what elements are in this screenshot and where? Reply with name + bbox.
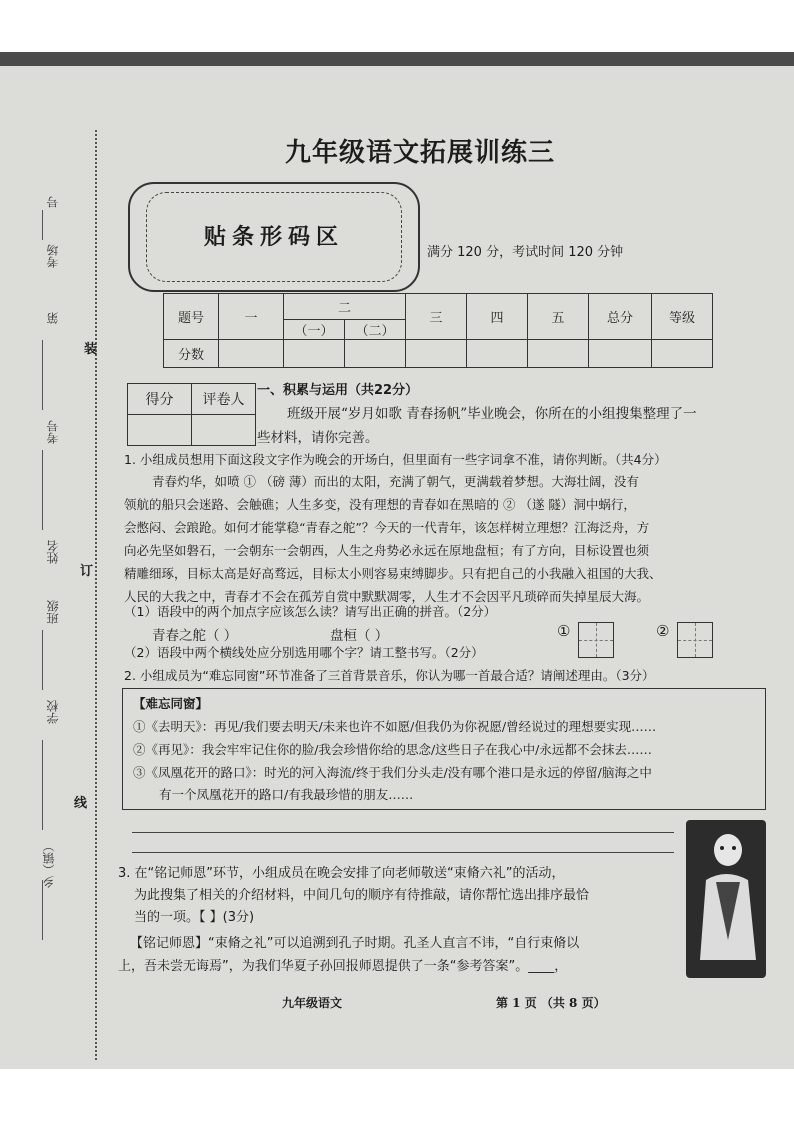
section-heading: 一、积累与运用（共22分） [257, 383, 419, 398]
score-table-col-total: 总分 [589, 294, 652, 340]
binding-blank [42, 210, 43, 240]
q1-passage-line: 向必先坚如磐石，一会朝东一会朝西，人生之舟势必永远在原地盘桓；有了方向，目标设置也须 [124, 543, 650, 558]
q1-writing-grid-2[interactable] [677, 622, 713, 658]
q1-sub2: （2）语段中两个横线处应分别选用哪个字？请工整书写。（2分） [124, 645, 484, 660]
score-cell[interactable] [589, 340, 652, 368]
full-score-note: 满分 120 分，考试时间 120 分钟 [427, 245, 624, 260]
binding-cut-line [95, 130, 97, 1060]
q2-song-2: ②《再见》：我会牢牢记住你的脸/我会珍惜你给的思念/这些日子在我心中/永远都不会抹去…… [133, 742, 652, 757]
q1-writing-grid-1[interactable] [578, 622, 614, 658]
score-cell[interactable] [652, 340, 713, 368]
q3-line: 为此搜集了相关的介绍材料，中间几句的顺序有待推敲，请你帮忙选出排序最恰 [134, 888, 590, 903]
q2-box-title: 【难忘同窗】 [133, 696, 209, 711]
binding-school-label: 学校 [46, 700, 60, 724]
binding-blank [42, 880, 43, 940]
score-table-col-grade: 等级 [652, 294, 713, 340]
binding-blank [42, 630, 43, 690]
q1-stem: 1. 小组成员想用下面这段文字作为晚会的开场白，但里面有一些字词拿不准，请你判断。（共4分） [124, 452, 667, 467]
q1-passage-line: 会憋闷、会踉跄。如何才能掌稳“青春之舵”？今天的一代青年，该怎样树立理想？江海泛舟，方 [124, 520, 650, 535]
grader-box [127, 383, 256, 446]
q3-line: 当的一项。【 】(3分) [134, 910, 255, 925]
q1-passage-line: 青春灼华，如喷 ① （磅 薄）而出的太阳，充满了朝气，更满载着梦想。大海壮阔，没有 [152, 474, 639, 489]
binding-name-label: 姓名 [46, 540, 60, 564]
binding-number-label: 号 [46, 196, 60, 208]
barcode-area [128, 182, 420, 292]
score-table-header-label: 题号 [164, 294, 219, 340]
grader-score-label: 得分 [128, 384, 192, 415]
binding-seat-label: 第 [46, 312, 60, 324]
binding-exam-room-label: 考场 [46, 244, 60, 268]
score-table-col-5: 五 [528, 294, 589, 340]
score-table-col-4: 四 [467, 294, 528, 340]
section-intro-line: 些材料，请你完善。 [257, 430, 379, 446]
grader-name-cell[interactable] [192, 415, 256, 446]
binding-blank [42, 340, 43, 410]
score-cell[interactable] [284, 340, 345, 368]
q1-sub1: （1）语段中的两个加点字应该怎么读？请写出正确的拼音。（2分） [124, 604, 497, 619]
score-cell[interactable] [345, 340, 406, 368]
q3-line: 【铭记师恩】“束脩之礼”可以追溯到孔子时期。孔圣人直言不讳，“自行束脩以 [130, 936, 580, 951]
binding-exam-no-label: 考号 [46, 420, 60, 444]
q1-grid-label-1: ① [557, 622, 571, 640]
q1-pinyin-blank-a[interactable]: 青春之舵（ ） [152, 628, 238, 644]
binding-blank [42, 740, 43, 830]
binding-blank [42, 450, 43, 530]
confucius-illustration [686, 820, 766, 978]
barcode-label: 贴条形码区 [203, 224, 344, 250]
footer-page-number: 第 1 页 （共 8 页） [496, 996, 606, 1010]
q2-song-box [122, 688, 766, 810]
q1-passage-line: 精雕细琢，目标太高是好高骛远，目标太小则容易束缚脚步。只有把自己的小我融入祖国的大我、 [124, 566, 662, 581]
score-cell[interactable] [528, 340, 589, 368]
score-table [163, 293, 713, 368]
exam-title: 九年级语文拓展训练三 [284, 138, 555, 168]
photo-top-edge [0, 52, 794, 66]
score-table-sub-1: （一） [284, 320, 345, 340]
q3-line: 3. 在“铭记师恩”环节，小组成员在晚会安排了向老师敬送“束脩六礼”的活动， [118, 866, 565, 881]
score-table-col-3: 三 [406, 294, 467, 340]
q2-answer-line[interactable] [132, 832, 674, 833]
score-table-col-2: 二 [284, 294, 406, 320]
grader-name-label: 评卷人 [192, 384, 256, 415]
cut-mark-ding: 订 [80, 564, 94, 579]
q2-answer-line[interactable] [132, 852, 674, 853]
q2-song-3-cont: 有一个凤凰花开的路口/有我最珍惜的朋友…… [159, 787, 414, 802]
grader-score-cell[interactable] [128, 415, 192, 446]
q1-passage-line: 人民的大我之中，青春才不会在孤芳自赏中默默凋零，人生才不会因平凡琐碎而失掉星辰大海。 [124, 589, 650, 604]
score-table-row-label: 分数 [164, 340, 219, 368]
q1-grid-label-2: ② [656, 622, 670, 640]
cut-mark-xian: 线 [74, 796, 88, 811]
q3-line: 上，吾未尝无诲焉”，为我们华夏子孙回报师恩提供了一条“参考答案”。____， [118, 959, 568, 974]
q1-pinyin-blank-b[interactable]: 盘桓（ ） [330, 628, 389, 644]
q2-song-1: ①《去明天》：再见/我们要去明天/未来也许不如愿/但我仍为你祝愿/曾经说过的理想要实现…… [133, 719, 657, 734]
binding-township-label: 乡（镇） [42, 840, 56, 888]
footer-subject: 九年级语文 [282, 996, 343, 1010]
cut-mark-zhuang: 装 [84, 342, 98, 357]
score-table-sub-2: （二） [345, 320, 406, 340]
q2-song-3: ③《凤凰花开的路口》：时光的河入海流/终于我们分头走/没有哪个港口是永远的停留/脑海之中 [133, 765, 652, 780]
section-intro-line: 班级开展“岁月如歌 青春扬帆”毕业晚会，你所在的小组搜集整理了一 [287, 406, 697, 422]
score-cell[interactable] [467, 340, 528, 368]
score-table-col-1: 一 [219, 294, 284, 340]
q1-passage-line: 领航的船只会迷路、会触礁；人生多变，没有理想的青春如在黑暗的 ② （遂 隧）洞中蜗行， [124, 497, 636, 512]
score-cell[interactable] [219, 340, 284, 368]
binding-class-label: 班级 [46, 600, 60, 624]
score-cell[interactable] [406, 340, 467, 368]
q2-stem: 2. 小组成员为“难忘同窗”环节准备了三首背景音乐，你认为哪一首最合适？请阐述理由。（3分） [124, 668, 655, 683]
